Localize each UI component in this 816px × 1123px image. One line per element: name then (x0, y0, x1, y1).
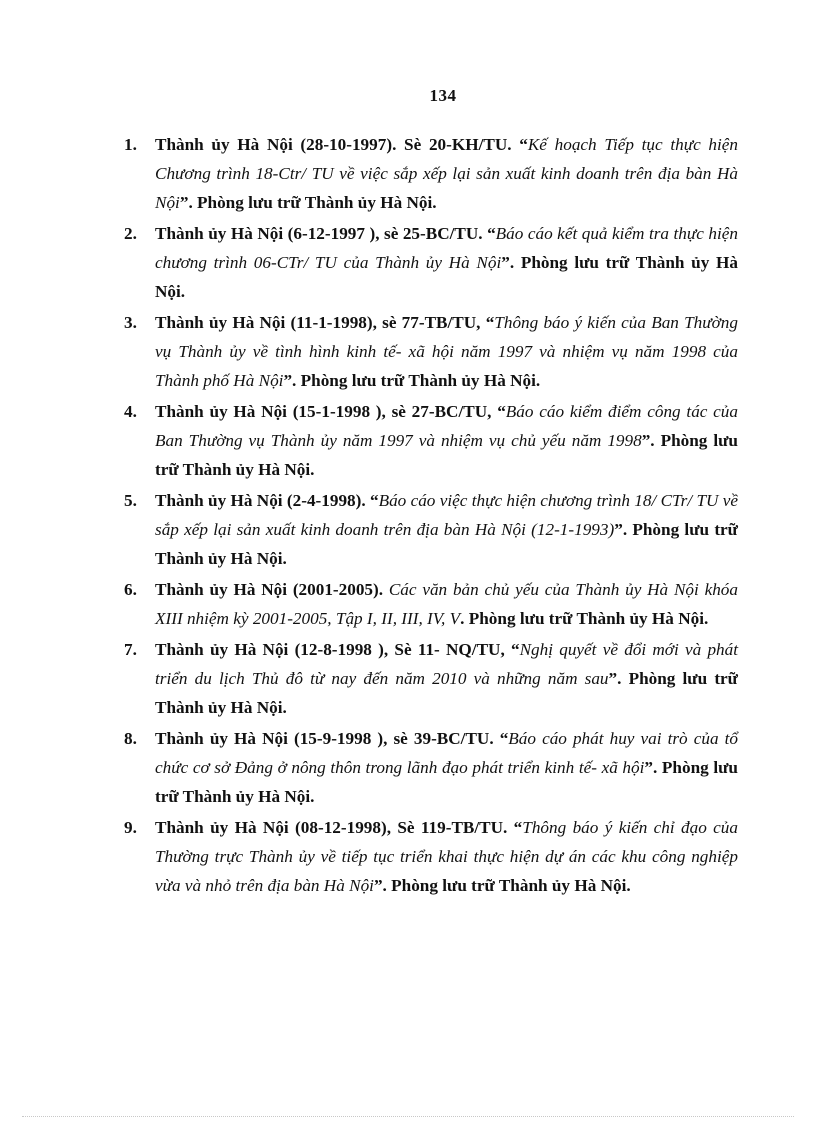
reference-source: Thành ủy Hà Nội (15-9-1998 ), sè 39-BC/TU. “ (155, 729, 509, 748)
reference-number: 7. (124, 640, 137, 659)
reference-archive: ”. Phòng lưu trữ Thành ủy Hà Nội. (155, 758, 738, 806)
reference-item (124, 813, 738, 900)
reference-number: 5. (124, 491, 137, 510)
reference-item (124, 635, 738, 722)
reference-title: Báo cáo kiểm điểm công tác của Ban Thường vụ Thành ủy năm 1997 và nhiệm vụ chủ yếu năm 1998 (155, 402, 738, 450)
reference-archive: ”. Phòng lưu trữ Thành ủy Hà Nội. (155, 253, 738, 301)
reference-source: Thành ủy Hà Nội (08-12-1998), Sè 119-TB/TU. “ (155, 818, 523, 837)
reference-item (124, 130, 738, 217)
reference-title: Các văn bản chủ yếu của Thành ủy Hà Nội khóa XIII nhiệm kỳ 2001-2005, Tập I, II, III, IV, V (155, 580, 738, 628)
reference-archive: ”. Phòng lưu trữ Thành ủy Hà Nội. (155, 431, 738, 479)
page-number: 134 (429, 86, 457, 105)
reference-title: Nghị quyết về đổi mới và phát triển du lịch Thủ đô từ nay đến năm 2010 và những năm sau (155, 640, 738, 688)
reference-item (124, 724, 738, 811)
reference-item (124, 308, 738, 395)
reference-number: 6. (124, 580, 137, 599)
reference-archive: ”. Phòng lưu trữ Thành ủy Hà Nội. (155, 669, 738, 717)
reference-item (124, 219, 738, 306)
reference-title: Kế hoạch Tiếp tục thực hiện Chương trình 18-Ctr/ TU về việc sắp xếp lại sản xuất kinh doanh trên địa bàn Hà Nội (155, 135, 738, 212)
reference-number: 2. (124, 224, 137, 243)
reference-source: Thành ủy Hà Nội (28-10-1997). Sè 20-KH/TU. “ (155, 135, 528, 154)
reference-number: 1. (124, 135, 137, 154)
reference-title: Báo cáo việc thực hiện chương trình 18/ CTr/ TU về sắp xếp lại sản xuất kinh doanh trên địa bàn Hà Nội (12-1-1993) (155, 491, 738, 539)
reference-item (124, 397, 738, 484)
reference-archive: ”. Phòng lưu trữ Thành ủy Hà Nội. (155, 520, 738, 568)
reference-source: Thành ủy Hà Nội (2001-2005). (155, 580, 389, 599)
reference-number: 4. (124, 402, 137, 421)
reference-title: Báo cáo kết quả kiểm tra thực hiện chương trình 06-CTr/ TU của Thành ủy Hà Nội (155, 224, 738, 272)
reference-item (124, 486, 738, 573)
reference-title: Thông báo ý kiến của Ban Thường vụ Thành ủy về tình hình kinh tế- xã hội năm 1997 và nhiệm vụ năm 1998 của Thành phố Hà Nội (155, 313, 738, 390)
reference-number: 3. (124, 313, 137, 332)
reference-archive: ”. Phòng lưu trữ Thành ủy Hà Nội. (283, 371, 541, 390)
reference-archive: . Phòng lưu trữ Thành ủy Hà Nội. (460, 609, 709, 628)
reference-source: Thành ủy Hà Nội (6-12-1997 ), sè 25-BC/TU. “ (155, 224, 496, 243)
reference-number: 9. (124, 818, 137, 837)
footer-divider (22, 1116, 794, 1117)
reference-source: Thành ủy Hà Nội (11-1-1998), sè 77-TB/TU, “ (155, 313, 495, 332)
reference-title: Thông báo ý kiến chỉ đạo của Thường trực Thành ủy về tiếp tục triển khai thực hiện dự án các khu công nghiệp vừa và nhỏ trên địa bàn Hà Nội (155, 818, 738, 895)
reference-list (124, 130, 738, 902)
reference-source: Thành ủy Hà Nội (2-4-1998). “ (155, 491, 379, 510)
reference-number: 8. (124, 729, 137, 748)
reference-archive: ”. Phòng lưu trữ Thành ủy Hà Nội. (373, 876, 631, 895)
reference-title: Báo cáo phát huy vai trò của tổ chức cơ sở Đảng ở nông thôn trong lãnh đạo phát triển kinh tế- xã hội (155, 729, 738, 777)
reference-source: Thành ủy Hà Nội (12-8-1998 ), Sè 11- NQ/TU, “ (155, 640, 520, 659)
reference-item (124, 575, 738, 633)
reference-archive: ”. Phòng lưu trữ Thành ủy Hà Nội. (179, 193, 437, 212)
reference-source: Thành ủy Hà Nội (15-1-1998 ), sè 27-BC/TU, “ (155, 402, 506, 421)
